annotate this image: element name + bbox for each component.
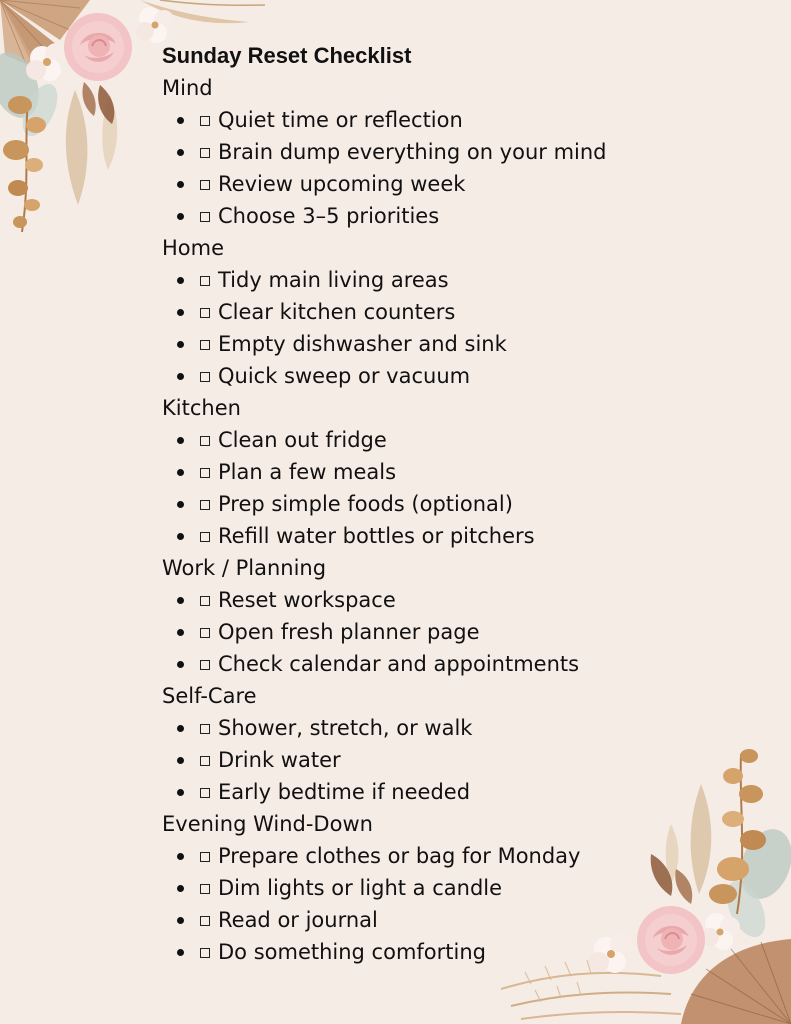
checkbox-icon (200, 660, 210, 670)
checklist-item (162, 264, 762, 296)
checklist-item (162, 520, 762, 552)
checklist-item-label: Brain dump everything on your mind (218, 140, 607, 164)
section-heading: Work / Planning (162, 556, 327, 580)
bullet-icon (177, 437, 184, 444)
bullet-icon (177, 213, 184, 220)
checkbox-icon (200, 500, 210, 510)
bullet-icon (177, 725, 184, 732)
white-blossom-icon (136, 7, 174, 43)
checklist-item (162, 872, 762, 904)
palm-fan-icon (0, 0, 90, 70)
checklist-item (162, 840, 762, 872)
checklist-item-label: Quick sweep or vacuum (218, 364, 471, 388)
checklist-item-label: Drink water (218, 748, 341, 772)
checklist-item-label: Prep simple foods (optional) (218, 492, 513, 516)
checklist-item-label: Tidy main living areas (218, 268, 449, 292)
bullet-icon (177, 661, 184, 668)
checkbox-icon (200, 852, 210, 862)
checkbox-icon (200, 212, 210, 222)
checklist-item (162, 168, 762, 200)
checklist-item-label: Refill water bottles or pitchers (218, 524, 535, 548)
checkbox-icon (200, 756, 210, 766)
eucalyptus-stem-icon (3, 96, 46, 232)
bullet-icon (177, 949, 184, 956)
checklist-item-label: Plan a few meals (218, 460, 397, 484)
checklist-item (162, 616, 762, 648)
checkbox-icon (200, 788, 210, 798)
checklist-items (162, 840, 762, 968)
checkbox-icon (200, 372, 210, 382)
checklist-item (162, 104, 762, 136)
checkbox-icon (200, 116, 210, 126)
bullet-icon (177, 757, 184, 764)
checkbox-icon (200, 180, 210, 190)
section-heading: Kitchen (162, 396, 241, 420)
checklist-item-label: Clean out fridge (218, 428, 387, 452)
checklist-item (162, 488, 762, 520)
page-title: Sunday Reset Checklist (162, 43, 412, 68)
checklist-item-label: Do something comforting (218, 940, 486, 964)
checkbox-icon (200, 532, 210, 542)
section-heading: Self-Care (162, 684, 257, 708)
bullet-icon (177, 373, 184, 380)
checkbox-icon (200, 724, 210, 734)
bullet-icon (177, 309, 184, 316)
section-heading: Home (162, 236, 225, 260)
checklist-item (162, 776, 762, 808)
pink-rose-icon (64, 13, 132, 81)
bullet-icon (177, 629, 184, 636)
checkbox-icon (200, 596, 210, 606)
checklist-item (162, 200, 762, 232)
section-heading: Evening Wind-Down (162, 812, 373, 836)
bullet-icon (177, 917, 184, 924)
checklist-item-label: Choose 3–5 priorities (218, 204, 440, 228)
bullet-icon (177, 149, 184, 156)
checklist-items (162, 584, 762, 680)
checkbox-icon (200, 948, 210, 958)
checkbox-icon (200, 468, 210, 478)
checklist-content (162, 40, 762, 968)
checklist-item (162, 456, 762, 488)
checklist-item-label: Prepare clothes or bag for Monday (218, 844, 581, 868)
section-heading: Mind (162, 76, 213, 100)
checklist-items (162, 712, 762, 808)
bullet-icon (177, 885, 184, 892)
checklist-item (162, 584, 762, 616)
checklist-items (162, 424, 762, 552)
checklist-item-label: Open fresh planner page (218, 620, 480, 644)
checklist-item-label: Empty dishwasher and sink (218, 332, 507, 356)
checkbox-icon (200, 628, 210, 638)
checklist-item-label: Shower, stretch, or walk (218, 716, 473, 740)
checkbox-icon (200, 916, 210, 926)
bullet-icon (177, 277, 184, 284)
checklist-item (162, 744, 762, 776)
checklist-item-label: Read or journal (218, 908, 378, 932)
checkbox-icon (200, 308, 210, 318)
checkbox-icon (200, 884, 210, 894)
checkbox-icon (200, 276, 210, 286)
checklist-item-label: Check calendar and appointments (218, 652, 580, 676)
bullet-icon (177, 341, 184, 348)
bullet-icon (177, 117, 184, 124)
bullet-icon (177, 501, 184, 508)
checklist-item (162, 424, 762, 456)
checklist-item (162, 648, 762, 680)
checklist-item-label: Quiet time or reflection (218, 108, 463, 132)
checklist-item (162, 136, 762, 168)
checklist-item (162, 296, 762, 328)
bullet-icon (177, 597, 184, 604)
checklist-item-label: Reset workspace (218, 588, 396, 612)
checklist-items (162, 104, 762, 232)
checklist-item (162, 904, 762, 936)
checklist-item (162, 712, 762, 744)
bullet-icon (177, 853, 184, 860)
bullet-icon (177, 533, 184, 540)
checklist-items (162, 264, 762, 392)
checkbox-icon (200, 436, 210, 446)
checkbox-icon (200, 148, 210, 158)
bullet-icon (177, 181, 184, 188)
checklist-item-label: Clear kitchen counters (218, 300, 456, 324)
bullet-icon (177, 789, 184, 796)
white-blossom-icon (26, 43, 67, 81)
checklist-item-label: Dim lights or light a candle (218, 876, 503, 900)
checklist-item (162, 360, 762, 392)
checklist-item-label: Review upcoming week (218, 172, 466, 196)
checklist-item (162, 328, 762, 360)
checkbox-icon (200, 340, 210, 350)
bullet-icon (177, 469, 184, 476)
checklist-item (162, 936, 762, 968)
checklist-item-label: Early bedtime if needed (218, 780, 471, 804)
